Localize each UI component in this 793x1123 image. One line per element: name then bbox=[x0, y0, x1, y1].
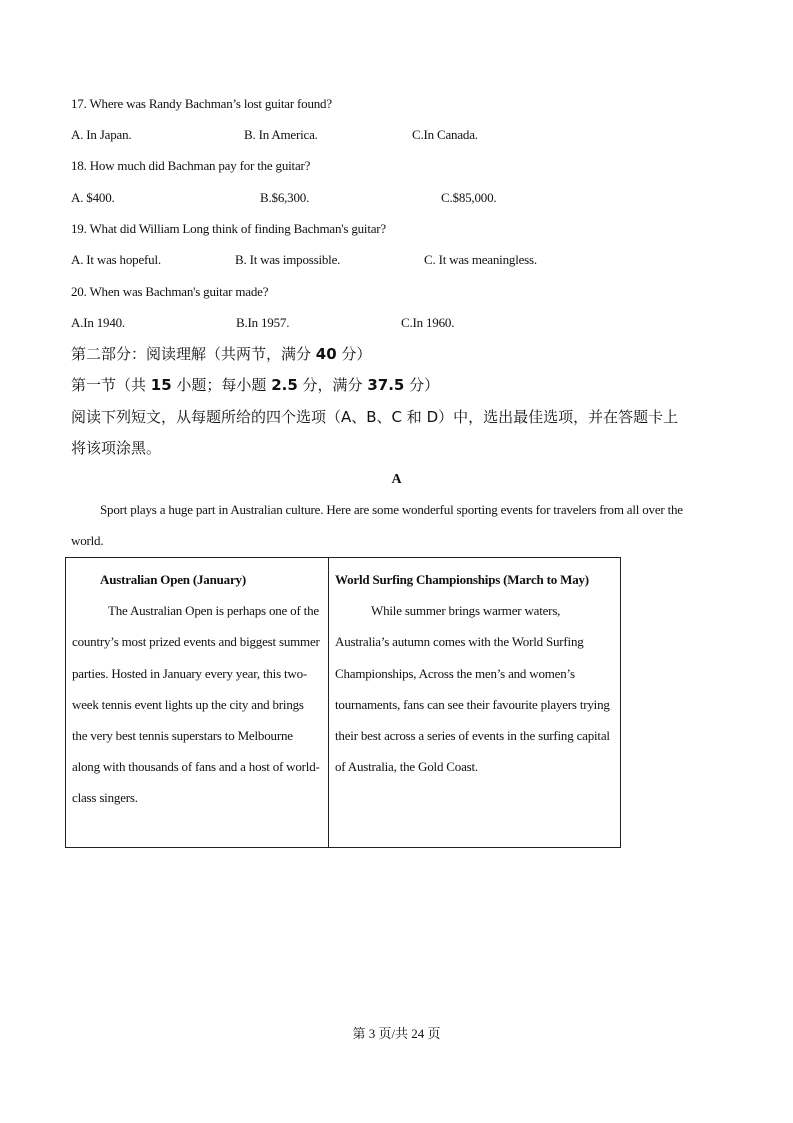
event-description: The Australian Open is perhaps one of the country’s most prized events and biggest summer parties. Hosted in January every year, this two-week tennis event lights up the city and brings the very best tennis superstars to Melbourne along with thousands of fans and a host of world-class singers. bbox=[72, 603, 320, 806]
events-table bbox=[65, 557, 621, 848]
instruction-line-1: 阅读下列短文，从每题所给的四个选项（A、B、C 和 D）中，选出最佳选项，并在答题卡上 bbox=[71, 408, 679, 426]
question-19-option-b: B. It was impossible. bbox=[235, 252, 341, 267]
event-description: While summer brings warmer waters, Australia’s autumn comes with the World Surfing Championships, Across the men’s and women’s tournaments, fans can see their favourite players trying their best across a series of events in the surfing capital of Australia, the Gold Coast. bbox=[335, 603, 610, 775]
question-17-option-b: B. In America. bbox=[244, 127, 318, 142]
question-19-option-c: C. It was meaningless. bbox=[424, 252, 537, 267]
part2-heading: 第二部分：阅读理解（共两节，满分 40 分） bbox=[71, 345, 372, 363]
event-cell-australian-open bbox=[66, 558, 329, 848]
question-18-option-b: B.$6,300. bbox=[260, 190, 310, 205]
question-18-option-c: C.$85,000. bbox=[441, 190, 497, 205]
page-footer: 第 3 页/共 24 页 bbox=[352, 1026, 441, 1041]
table-row bbox=[66, 558, 621, 848]
section1-heading: 第一节（共 15 小题；每小题 2.5 分，满分 37.5 分） bbox=[71, 376, 440, 394]
event-title: World Surfing Championships (March to May) bbox=[335, 572, 589, 587]
question-20-stem: 20. When was Bachman's guitar made? bbox=[71, 284, 269, 299]
passage-intro: Sport plays a huge part in Australian culture. Here are some wonderful sporting events for travelers from all over the world. bbox=[71, 502, 683, 548]
question-18-stem: 18. How much did Bachman pay for the guitar? bbox=[71, 158, 311, 173]
question-20-option-a: A.In 1940. bbox=[71, 315, 125, 330]
event-title: Australian Open (January) bbox=[100, 572, 246, 587]
question-19-stem: 19. What did William Long think of finding Bachman's guitar? bbox=[71, 221, 387, 236]
passage-label: A bbox=[391, 472, 402, 487]
instruction-line-2: 将该项涂黑。 bbox=[71, 439, 162, 457]
question-20-option-b: B.In 1957. bbox=[236, 315, 290, 330]
question-17-stem: 17. Where was Randy Bachman’s lost guitar found? bbox=[71, 96, 332, 111]
question-19-option-a: A. It was hopeful. bbox=[71, 252, 161, 267]
event-cell-world-surfing bbox=[329, 558, 621, 848]
question-17-option-a: A. In Japan. bbox=[71, 127, 132, 142]
question-18-option-a: A. $400. bbox=[71, 190, 115, 205]
question-17-option-c: C.In Canada. bbox=[412, 127, 478, 142]
question-20-option-c: C.In 1960. bbox=[401, 315, 455, 330]
